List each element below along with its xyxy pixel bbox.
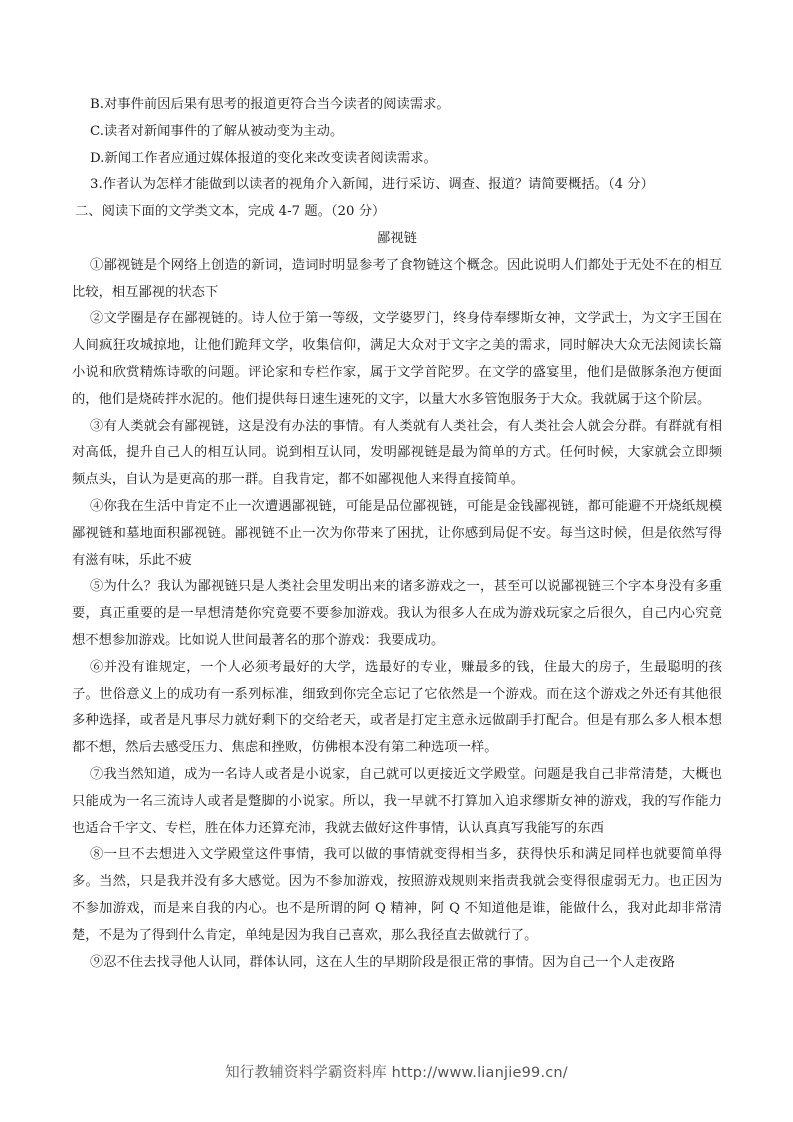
section-2-heading: 二、阅读下面的文学类文本，完成 4-7 题。（20 分） [75,204,386,220]
article-title: 鄙视链 [377,230,417,246]
option-d: D.新闻工作者应通过媒体报道的变化来改变读者阅读需求。 [90,150,437,166]
question-3: 3.作者认为怎样才能做到以读者的视角介入新闻，进行采访、调查、报道？请简要概括。（4 分） [90,177,654,193]
article-paragraph-1: ①鄙视链是个网络上创造的新词，造词时明显参考了食物链这个概念。因此说明人们都处于无处不在的相互比较，相互鄙视的状态下 [72,257,722,300]
article-paragraph-3: ③有人类就会有鄙视链，这是没有办法的事情。有人类就有人类社会，有人类社会人就会分群。有群就有相对高低，提升自己人的相互认同。说到相互认同，发明鄙视链是最为简单的方式。任何时候，大家就会立即频频点头，自认为是更高的那一群。自我肯定，都不如鄙视他人来得直接简单。 [72,418,722,488]
article-paragraph-2: ②文学圈是存在鄙视链的。诗人位于第一等级，文学婆罗门，终身侍奉缪斯女神，文学武士，为文字王国在人间疯狂攻城掠地，让他们跪拜文学，收集信仰，满足大众对于文字之美的需求，同时解决大众无法阅读长篇小说和欣赏精炼诗歌的问题。评论家和专栏作家，属于文学首陀罗。在文学的盛宴里，他们是做豚条泡方便面的，他们是烧砖拌水泥的。他们提供每日速生速死的文字，以量大水多管饱服务于大众。我就属于这个阶层。 [72,311,722,407]
option-b: B.对事件前因后果有思考的报道更符合当今读者的阅读需求。 [90,97,450,112]
option-c: C.读者对新闻事件的了解从被动变为主动。 [90,123,344,139]
article-paragraph-8: ⑧一旦不去想进入文学殿堂这件事情，我可以做的事情就变得相当多，获得快乐和满足同样也就要简单得多。当然，只是我并没有多大感觉。因为不参加游戏，按照游戏规则来指责我就会变得很虚弱无力。也正因为不参加游戏，而是来自我的内心。也不是所谓的阿 Q 精神，阿 Q 不知道他是谁，能做什么，我对此却非常清楚，不是为了得到什么肯定，单纯是因为我自己喜欢，那么我径直去做就行了。 [72,847,722,943]
article-paragraph-6: ⑥并没有谁规定，一个人必须考最好的大学，选最好的专业，赚最多的钱，住最大的房子，生最聪明的孩子。世俗意义上的成功有一系列标准，细致到你完全忘记了它依然是一个游戏。而在这个游戏之外还有其他很多种选择，或者是凡事尽力就好剩下的交给老天，或者是打定主意永远做副手打配合。但是有那么多人根本想都不想，然后去感受压力、焦虑和挫败，仿佛根本没有第二种选项一样。 [72,659,722,756]
document-content [72,92,722,976]
article-paragraph-7: ⑦我当然知道，成为一名诗人或者是小说家，自己就可以更接近文学殿堂。问题是我自己非常清楚，大概也只能成为一名三流诗人或者是蹩脚的小说家。所以，我一早就不打算加入追求缪斯女神的游戏，我的写作能力也适合千字文、专栏，胜在体力还算充沛，我就去做好这件事情，认认真真写我能写的东西 [72,766,722,836]
article-paragraph-9: ⑨忍不住去找寻他人认同，群体认同，这在人生的早期阶段是很正常的事情。因为自己一个人走夜路 [90,954,676,970]
footer-watermark[interactable]: 知行教辅资料学霸资料库 http://www.lianjie99.cn/ [225,1065,568,1081]
article-paragraph-4: ④你我在生活中肯定不止一次遭遇鄙视链，可能是品位鄙视链，可能是金钱鄙视链，都可能避不开烧纸规模鄙视链和墓地面积鄙视链。鄙视链不止一次为你带来了困扰，让你感到局促不安。每当这时候，但是依然写得有滋有味，乐此不疲 [72,498,722,568]
article-paragraph-5: ⑤为什么？我认为鄙视链只是人类社会里发明出来的诸多游戏之一，甚至可以说鄙视链三个字本身没有多重要，真正重要的是一早想清楚你究竟要不要参加游戏。我认为很多人在成为游戏玩家之后很久，自己内心究竟想不想参加游戏。比如说人世间最著名的那个游戏：我要成功。 [72,579,722,648]
